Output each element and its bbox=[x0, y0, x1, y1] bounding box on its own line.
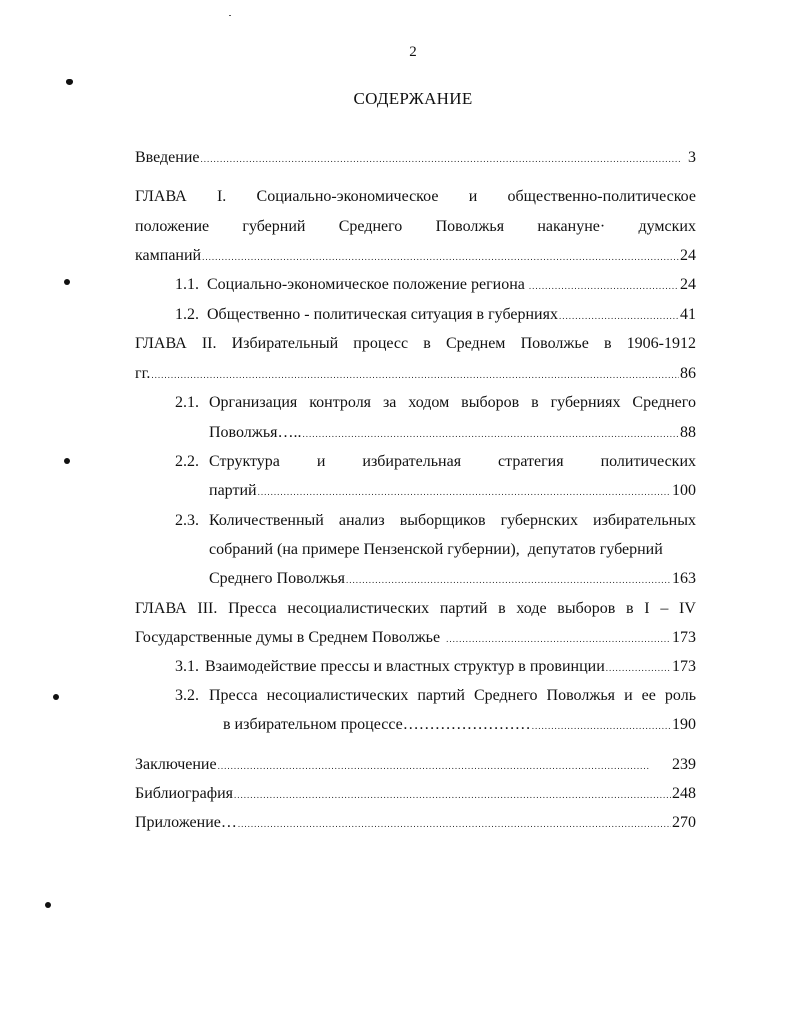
word: выборов bbox=[557, 600, 616, 617]
word: контроля bbox=[309, 394, 372, 411]
toc-page: 239 bbox=[672, 756, 696, 773]
toc-page: 173 bbox=[672, 629, 696, 646]
toc-page: 24 bbox=[680, 247, 696, 264]
toc-label: партий bbox=[209, 482, 257, 499]
word: накануне· bbox=[537, 218, 606, 235]
leader-dots bbox=[446, 629, 671, 649]
toc-page: 88 bbox=[680, 424, 696, 441]
toc-label: Социально-экономическое положение региона bbox=[207, 276, 525, 293]
toc-section-2-1-line-1[interactable] bbox=[209, 393, 696, 413]
word: думских bbox=[638, 218, 696, 235]
toc-entry-appendix[interactable] bbox=[135, 813, 696, 833]
toc-page: 190 bbox=[672, 716, 696, 733]
toc-section-2-2-line-1[interactable] bbox=[209, 452, 696, 472]
word: Организация bbox=[209, 394, 298, 411]
toc-page: 100 bbox=[672, 482, 696, 499]
word: III. bbox=[197, 600, 218, 617]
word: Среднем bbox=[445, 335, 506, 352]
word: IV bbox=[679, 600, 696, 617]
toc-section-number: 2.3. bbox=[175, 512, 199, 529]
word: губернских bbox=[500, 512, 578, 529]
toc-page: 248 bbox=[672, 785, 696, 802]
toc-section-2-1-line-2[interactable] bbox=[209, 423, 696, 443]
leader-dots bbox=[218, 756, 650, 776]
toc-section-number: 3.2. bbox=[175, 687, 199, 704]
toc-label: Введение bbox=[135, 149, 200, 166]
toc-label: Общественно - политическая ситуация в губерниях bbox=[207, 306, 558, 323]
toc-section-number: 2.2. bbox=[175, 453, 199, 470]
leader-dots bbox=[202, 247, 679, 267]
toc-section-1-2[interactable] bbox=[175, 305, 696, 325]
leader-dots bbox=[151, 365, 679, 385]
word: I bbox=[644, 600, 650, 617]
toc-section-2-2-line-2[interactable] bbox=[209, 481, 696, 501]
leader-dots bbox=[234, 785, 671, 805]
toc-page: 163 bbox=[672, 570, 696, 587]
toc-page: 41 bbox=[680, 306, 696, 323]
leader-dots bbox=[559, 306, 679, 326]
leader-dots bbox=[302, 424, 679, 444]
toc-label: кампаний bbox=[135, 247, 202, 264]
toc-chapter-2-line-1[interactable] bbox=[135, 334, 696, 354]
toc-section-2-3-line-1[interactable] bbox=[209, 511, 696, 531]
word: – bbox=[660, 600, 669, 617]
leader-dots bbox=[258, 482, 671, 502]
leader-dots bbox=[346, 570, 671, 590]
word: партий bbox=[439, 600, 488, 617]
toc-section-3-1[interactable] bbox=[175, 657, 696, 677]
toc-entry-conclusion[interactable] bbox=[135, 755, 696, 775]
toc-label: Библиография bbox=[135, 785, 233, 802]
toc-entry-bibliography[interactable] bbox=[135, 784, 696, 804]
toc-section-3-2-line-1[interactable]: Пресса несоциалистических партий Среднего Поволжья и ее роль bbox=[209, 687, 696, 704]
toc-chapter-1-line-1[interactable] bbox=[135, 187, 696, 207]
word: положение bbox=[135, 218, 210, 235]
toc-section-3-2-line-2[interactable] bbox=[223, 715, 696, 735]
word: Поволжья bbox=[435, 218, 505, 235]
toc-chapter-1-line-3[interactable] bbox=[135, 246, 696, 266]
margin-mark bbox=[64, 279, 70, 285]
word: избирательных bbox=[593, 512, 696, 529]
word: ходом bbox=[408, 394, 450, 411]
word: Структура bbox=[209, 453, 280, 470]
word: ходе bbox=[516, 600, 547, 617]
word: в bbox=[626, 600, 634, 617]
toc-section-1-1[interactable] bbox=[175, 275, 696, 295]
toc-label: гг. bbox=[135, 365, 151, 382]
toc-page: 24 bbox=[680, 276, 696, 293]
word: II. bbox=[201, 335, 217, 352]
word: губерний bbox=[242, 218, 306, 235]
word: Пресса bbox=[228, 600, 277, 617]
toc-label: Приложение… bbox=[135, 814, 237, 831]
scan-speck bbox=[229, 15, 231, 16]
word: несоциалистических bbox=[287, 600, 430, 617]
word: ГЛАВА bbox=[135, 188, 187, 205]
toc-section-number: 3.1. bbox=[175, 658, 199, 675]
word: политических bbox=[600, 453, 696, 470]
word: губерниях bbox=[550, 394, 621, 411]
word: Поволжье bbox=[520, 335, 589, 352]
toc-label: Взаимодействие прессы и властных структур в провинции bbox=[205, 658, 605, 675]
word: стратегия bbox=[498, 453, 564, 470]
word: в bbox=[531, 394, 539, 411]
word: и bbox=[316, 453, 326, 470]
margin-mark bbox=[66, 79, 73, 85]
word: анализ bbox=[338, 512, 385, 529]
leader-dots bbox=[606, 658, 671, 678]
word: Количественный bbox=[209, 512, 324, 529]
page-number: 2 bbox=[409, 44, 417, 60]
word: в bbox=[423, 335, 431, 352]
toc-label: Государственные думы в Среднем Поволжье bbox=[135, 629, 441, 646]
toc-label: Заключение bbox=[135, 756, 217, 773]
word: Социально-экономическое bbox=[256, 188, 439, 205]
toc-label: в избирательном процессе…………………… bbox=[223, 716, 531, 733]
word: выборщиков bbox=[399, 512, 486, 529]
toc-page: 270 bbox=[672, 814, 696, 831]
word: процесс bbox=[353, 335, 409, 352]
toc-section-2-3-line-3[interactable] bbox=[209, 569, 696, 589]
margin-mark bbox=[64, 458, 70, 464]
word: Среднего bbox=[338, 218, 403, 235]
toc-section-2-3-line-2[interactable]: собраний (на примере Пензенской губернии), депутатов губерний bbox=[209, 541, 663, 558]
word: и bbox=[468, 188, 478, 205]
toc-label: Поволжья….. bbox=[209, 424, 302, 441]
leader-dots bbox=[201, 149, 682, 169]
word: выборов bbox=[461, 394, 520, 411]
toc-entry-intro[interactable] bbox=[135, 148, 696, 168]
toc-page: 173 bbox=[672, 658, 696, 675]
toc-page: 3 bbox=[688, 149, 696, 166]
toc-chapter-2-line-2[interactable] bbox=[135, 364, 696, 384]
word: 1906-1912 bbox=[626, 335, 696, 352]
toc-chapter-3-line-2[interactable] bbox=[135, 628, 696, 648]
word: ГЛАВА bbox=[135, 600, 187, 617]
word: избирательная bbox=[362, 453, 462, 470]
margin-mark bbox=[53, 694, 59, 700]
word: в bbox=[603, 335, 612, 352]
word: I. bbox=[216, 188, 227, 205]
word: Избирательный bbox=[231, 335, 339, 352]
margin-mark bbox=[45, 902, 51, 908]
toc-page: 86 bbox=[680, 365, 696, 382]
leader-dots bbox=[532, 716, 671, 736]
word: Среднего bbox=[632, 394, 696, 411]
word: в bbox=[498, 600, 506, 617]
toc-section-number: 1.2. bbox=[175, 306, 199, 323]
page-title: СОДЕРЖАНИЕ bbox=[353, 89, 473, 108]
toc-section-number: 1.1. bbox=[175, 276, 199, 293]
word: ГЛАВА bbox=[135, 335, 187, 352]
toc-chapter-3-line-1[interactable] bbox=[135, 599, 696, 619]
word: за bbox=[382, 394, 397, 411]
toc-section-number: 2.1. bbox=[175, 394, 199, 411]
leader-dots bbox=[529, 276, 679, 296]
toc-label: Среднего Поволжья bbox=[209, 570, 346, 587]
leader-dots bbox=[238, 814, 671, 834]
toc-chapter-1-line-2[interactable] bbox=[135, 217, 696, 237]
word: общественно-политическое bbox=[507, 188, 696, 205]
